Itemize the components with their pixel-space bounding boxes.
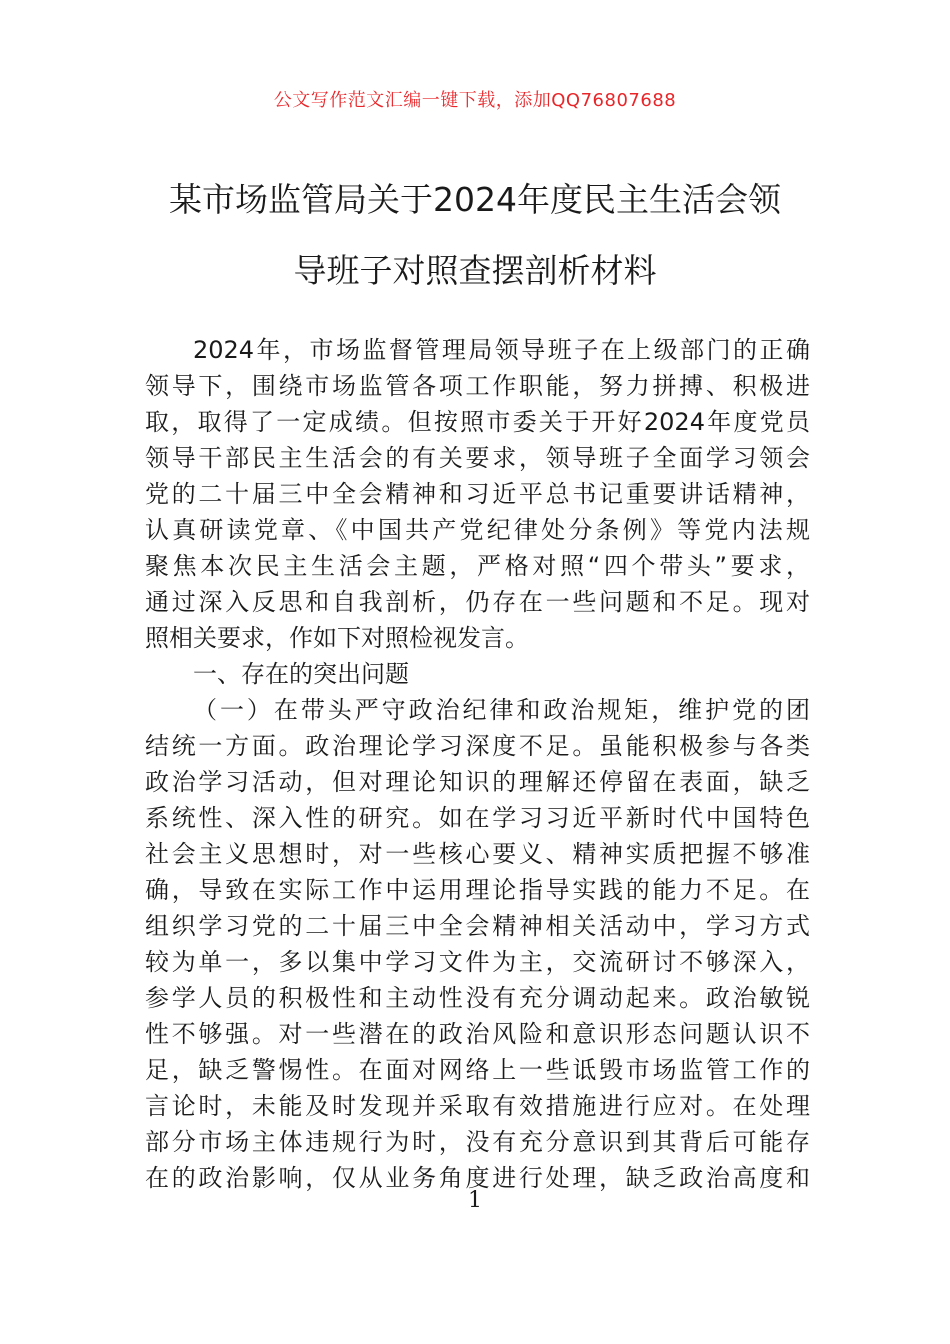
body-line: 在的政治影响，仅从业务角度进行处理，缺乏政治高度和 (145, 1164, 810, 1192)
body-line: 2024年，市场监督管理局领导班子在上级部门的正确 (193, 336, 810, 364)
body-line: 聚焦本次民主生活会主题，严格对照“四个带头”要求， (145, 552, 810, 580)
body-line: 认真研读党章、《中国共产党纪律处分条例》等党内法规 (145, 516, 810, 544)
body-line: 取，取得了一定成绩。但按照市委关于开好2024年度党员 (145, 408, 810, 436)
body-line: 领导下，围绕市场监管各项工作职能，努力拼搏、积极进 (145, 372, 810, 400)
body-line: 组织学习党的二十届三中全会精神相关活动中，学习方式 (145, 912, 810, 940)
body-line: 领导干部民主生活会的有关要求，领导班子全面学习领会 (145, 444, 810, 472)
document-title-line-2: 导班子对照查摆剖析材料 (293, 251, 657, 290)
promo-banner[interactable]: 公文写作范文汇编一键下载，添加QQ76807688 (273, 90, 677, 111)
body-line: （一）在带头严守政治纪律和政治规矩，维护党的团 (193, 696, 810, 724)
body-line: 性不够强。对一些潜在的政治风险和意识形态问题认识不 (145, 1020, 810, 1048)
document-title-line-1: 某市场监管局关于2024年度民主生活会领 (169, 180, 781, 219)
body-line: 系统性、深入性的研究。如在学习习近平新时代中国特色 (145, 804, 810, 832)
section-heading: 一、存在的突出问题 (193, 660, 409, 688)
body-line: 通过深入反思和自我剖析，仍存在一些问题和不足。现对 (145, 588, 810, 616)
page-number: 1 (468, 1188, 482, 1213)
body-line: 部分市场主体违规行为时，没有充分意识到其背后可能存 (145, 1128, 810, 1156)
body-line: 确，导致在实际工作中运用理论指导实践的能力不足。在 (145, 876, 810, 904)
body-line: 结统一方面。政治理论学习深度不足。虽能积极参与各类 (145, 732, 810, 760)
body-line: 言论时，未能及时发现并采取有效措施进行应对。在处理 (145, 1092, 810, 1120)
body-line: 足，缺乏警惕性。在面对网络上一些诋毁市场监管工作的 (145, 1056, 810, 1084)
body-line: 照相关要求，作如下对照检视发言。 (145, 624, 529, 652)
body-line: 党的二十届三中全会精神和习近平总书记重要讲话精神， (145, 480, 810, 508)
body-line: 社会主义思想时，对一些核心要义、精神实质把握不够准 (145, 840, 810, 868)
document-body (145, 332, 810, 1196)
body-line: 较为单一，多以集中学习文件为主，交流研讨不够深入， (145, 948, 810, 976)
body-line: 参学人员的积极性和主动性没有充分调动起来。政治敏锐 (145, 984, 810, 1012)
body-line: 政治学习活动，但对理论知识的理解还停留在表面，缺乏 (145, 768, 810, 796)
